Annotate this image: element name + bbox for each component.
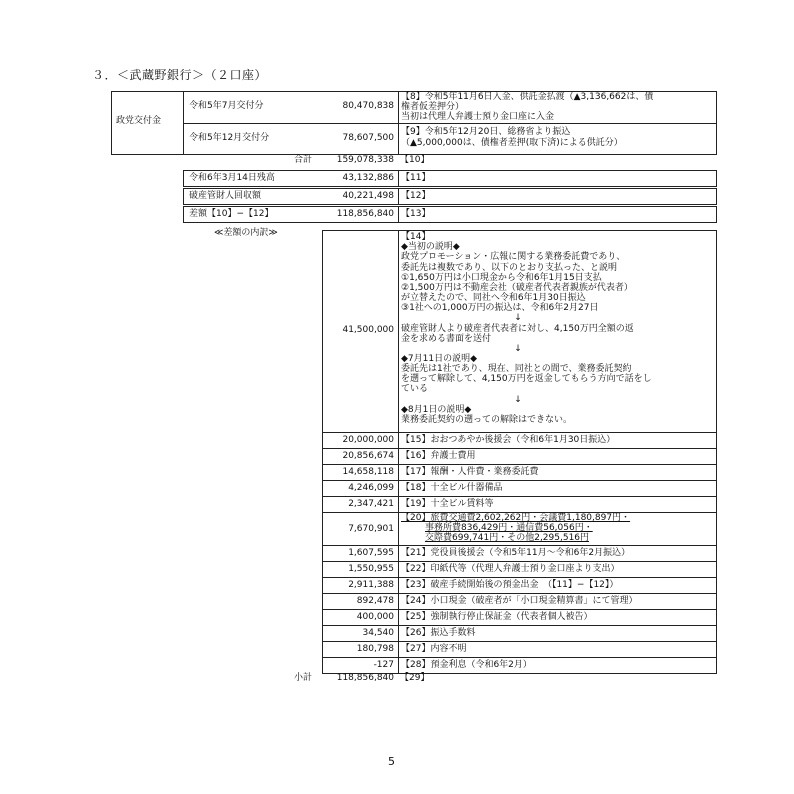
big-row-line: を遡って解除して、4,150万円を返金してもらう方向で話をし (401, 374, 652, 384)
item-desc: 【19】十全ビル賃料等 (401, 499, 494, 509)
item-amount: 20,856,674 (342, 451, 394, 461)
mid-row-2-ref: 【12】 (401, 191, 431, 201)
item-amount: 14,658,118 (342, 467, 394, 477)
item-20-amount: 7,670,901 (348, 524, 394, 534)
big-row-line: 政党プロモーション・広報に関する業務委託費であり、 (401, 252, 626, 262)
mid-row-2-label: 破産管財人回収額 (189, 191, 262, 201)
item-desc: 【18】十全ビル什器備品 (401, 483, 503, 493)
big-row-line: 【14】 (401, 232, 431, 242)
item-20-line-1: 【20】旅費交通費2,602,262円・会議費1,180,897円・ (401, 513, 631, 523)
total-ref: 【10】 (400, 155, 430, 165)
mid-row-1-ref: 【11】 (401, 173, 431, 183)
item-desc: 【17】報酬・人件費・業務委託費 (401, 467, 539, 477)
item-amount: 400,000 (356, 612, 394, 622)
big-row-line: 委託先は複数であり、以下のとおり支払った、と説明 (401, 263, 618, 273)
item-desc: 【24】小口現金（破産者が「小口現金精算書」にて管理） (401, 596, 638, 606)
big-row-line: ◆7月11日の説明◆ (401, 354, 478, 364)
big-row-line: 金を求める書面を送付 (401, 334, 492, 344)
item-desc: 【22】印紙代等（代理人弁護士預り金口座より支出） (401, 564, 620, 574)
row-dec-note-2: （▲5,000,000は、債権者差押(取下済)による供託分） (401, 138, 623, 148)
item-20-line-3: 交際費699,741円・その他2,295,516円 (425, 533, 590, 543)
item-amount: 2,347,421 (348, 499, 394, 509)
breakdown-label: ≪差額の内訳≫ (214, 228, 278, 238)
item-desc: 【27】内容不明 (401, 644, 467, 654)
item-desc: 【26】振込手数料 (401, 628, 476, 638)
section-heading: ３．＜武蔵野銀行＞（２口座） (92, 68, 268, 82)
big-row-line: 破産管財人より破産者代表者に対し、4,150万円全額の返 (401, 324, 634, 334)
mid-row-3-label: 差額【10】−【12】 (189, 209, 274, 219)
item-amount: 892,478 (356, 596, 394, 606)
total-label: 合計 (294, 155, 313, 165)
mid-row-3-ref: 【13】 (401, 209, 431, 219)
item-desc: 【15】おおつあやか後援会（令和6年1月30日振込） (401, 435, 616, 445)
row-jul-label: 令和5年7月交付分 (189, 101, 264, 111)
subtotal-label: 小計 (294, 673, 313, 683)
row-jul-note-3: 当初は代理人弁護士預り金口座に入金 (401, 112, 555, 122)
arrow-down-icon: ↓ (514, 395, 522, 405)
item-amount: 180,798 (356, 644, 394, 654)
item-amount: 4,246,099 (348, 483, 394, 493)
item-desc: 【16】弁護士費用 (401, 451, 476, 461)
item-amount: 1,607,595 (348, 548, 394, 558)
mid-row-2-amount: 40,221,498 (342, 191, 394, 201)
item-amount: 34,540 (362, 628, 394, 638)
subtotal-amount: 118,856,840 (336, 673, 394, 683)
total-amount: 159,078,338 (336, 155, 394, 165)
big-row-line: ◆当初の説明◆ (401, 242, 460, 252)
item-desc: 【28】預金利息（令和6年2月） (401, 660, 532, 670)
big-row-line: 業務委託契約の遡っての解除はできない。 (401, 415, 573, 425)
row-jul-note-2: 権者仮差押分） (401, 102, 465, 112)
item-20-line-2: 事務所費836,429円・通信費56,056円・ (425, 523, 593, 533)
item-desc: 【25】強制執行停止保証金（代表者個人被告） (401, 612, 593, 622)
page-number: 5 (388, 755, 395, 768)
arrow-down-icon: ↓ (514, 313, 522, 323)
big-row-line: ①1,650万円は小口現金から令和6年1月15日支払 (401, 273, 602, 283)
row-dec-amount: 78,607,500 (342, 133, 394, 143)
subtotal-ref: 【29】 (400, 673, 430, 683)
big-row-line: ②1,500万円は不動産会社（破産者代表者親族が代表者） (401, 283, 633, 293)
big-row-line: ③1社への1,000万円の振込は、令和6年2月27日 (401, 303, 599, 313)
big-row-line: 委託先は1社であり、現在、同社との間で、業務委託契約 (401, 364, 632, 374)
row-dec-label: 令和5年12月交付分 (189, 133, 270, 143)
item-amount: 20,000,000 (342, 435, 394, 445)
row-jul-amount: 80,470,838 (342, 101, 394, 111)
item-amount: 1,550,955 (348, 564, 394, 574)
item-desc: 【23】破産手続開始後の預金出金 （【11】−【12】） (401, 580, 619, 590)
row-dec-note-1: 【9】令和5年12月20日、総務省より振込 (401, 127, 571, 137)
item-amount: -127 (373, 660, 394, 670)
item-amount: 2,911,388 (348, 580, 394, 590)
big-row-amount: 41,500,000 (342, 325, 394, 335)
arrow-down-icon: ↓ (514, 344, 522, 354)
mid-row-3-amount: 118,856,840 (336, 209, 394, 219)
mid-row-1-label: 令和6年3月14日残高 (189, 173, 275, 183)
item-desc: 【21】党役員後援会（令和5年11月～令和6年2月振込） (401, 548, 631, 558)
big-row-line: ◆8月1日の説明◆ (401, 405, 472, 415)
big-row-line: ている (401, 384, 429, 394)
big-row-line: が立替えたので、同社へ令和6年1月30日振込 (401, 293, 586, 303)
row-jul-note-1: 【8】令和5年11月6日入金、供託金払渡（▲3,136,662は、債 (401, 92, 654, 102)
mid-row-1-amount: 43,132,886 (342, 173, 394, 183)
group-label: 政党交付金 (116, 116, 162, 126)
mid-row-2 (183, 188, 717, 205)
